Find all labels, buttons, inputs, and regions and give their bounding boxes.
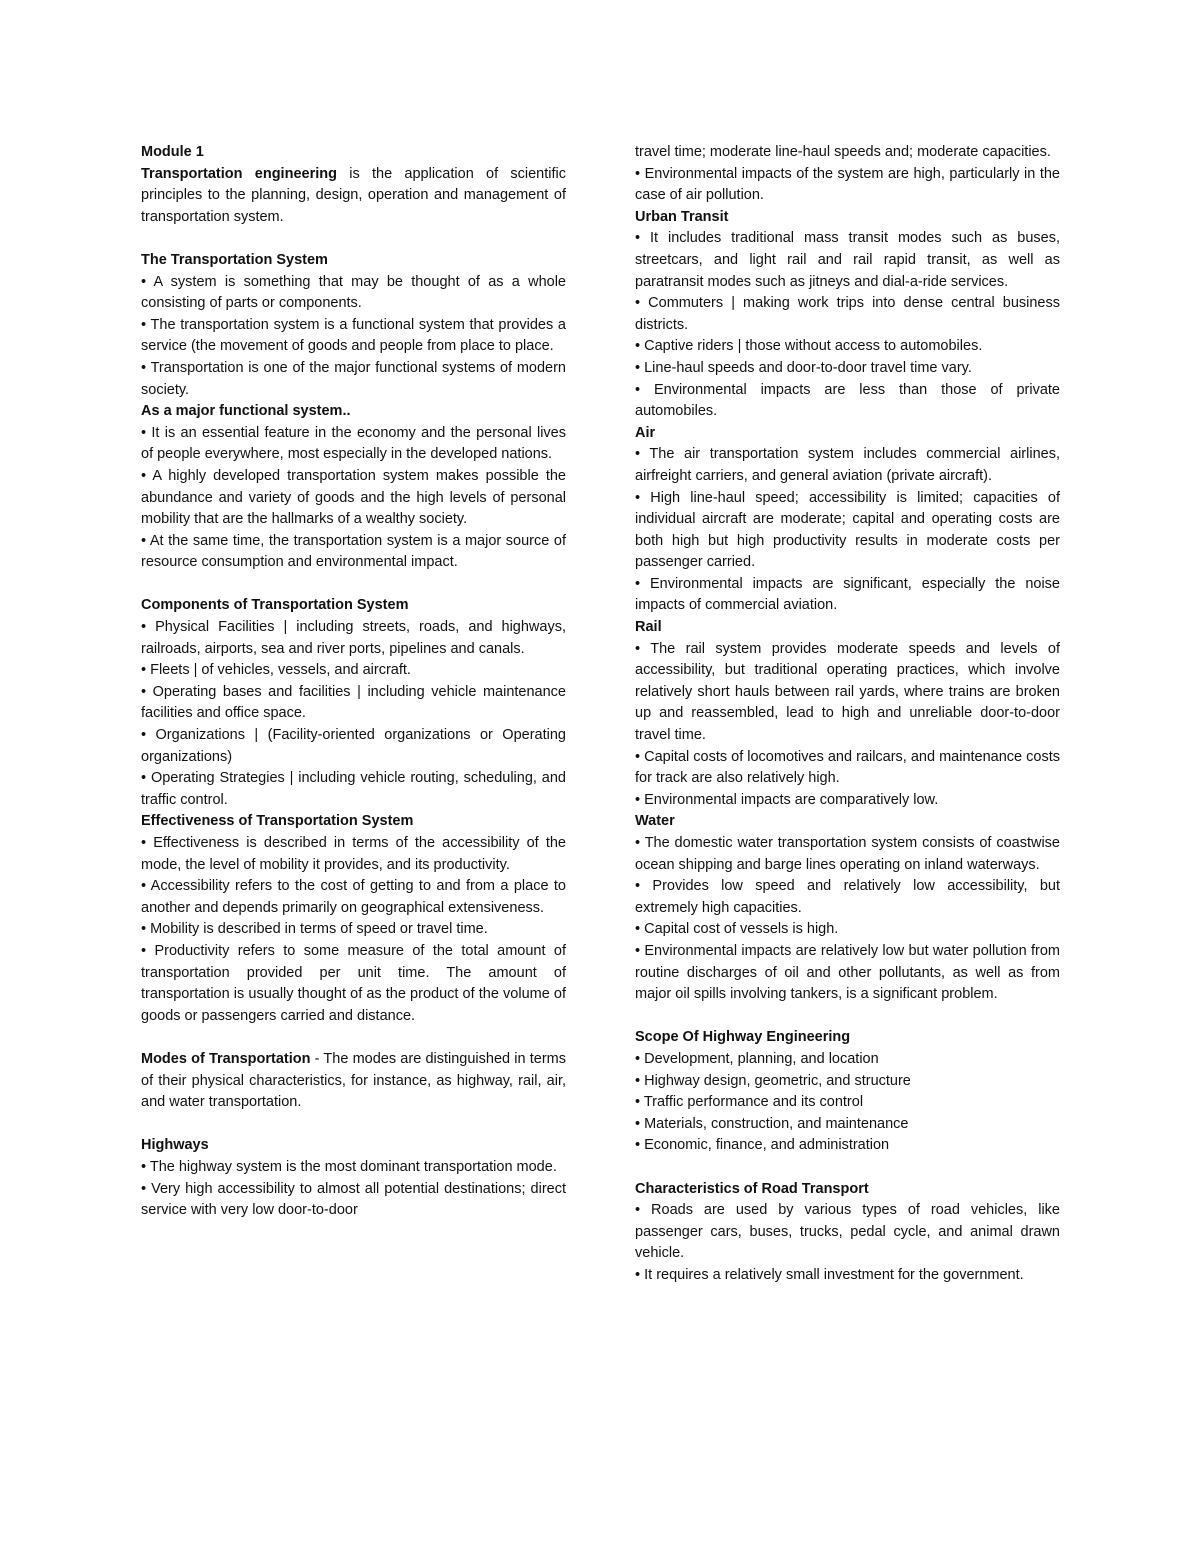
bullet-item: • Commuters | making work trips into dense central business districts. xyxy=(635,295,1060,333)
spacer xyxy=(141,228,566,250)
transportation-system-heading: The Transportation System xyxy=(141,251,328,268)
bullet-item: • Organizations | (Facility-oriented organizations or Operating organizations) xyxy=(141,727,566,765)
components-heading: Components of Transportation System xyxy=(141,597,409,614)
bullet-item: • Mobility is described in terms of speed or travel time. xyxy=(141,921,488,938)
bullet-item: • Accessibility refers to the cost of getting to and from a place to another and depends primarily on geographical extensiveness. xyxy=(141,878,566,916)
intro-paragraph xyxy=(141,164,566,229)
continued-text: travel time; moderate line-haul speeds and; moderate capacities. xyxy=(635,144,1051,160)
bullet-item: • Capital costs of locomotives and railcars, and maintenance costs for track are also relatively high. xyxy=(635,748,1060,787)
bullet-item: • The highway system is the most dominant transportation mode. xyxy=(141,1158,557,1175)
road-transport-heading: Characteristics of Road Transport xyxy=(635,1180,869,1197)
bullet-item: • It is an essential feature in the economy and the personal lives of people everywhere, most especially in the developed nations. xyxy=(141,424,566,463)
bullet-item: • Capital cost of vessels is high. xyxy=(635,921,839,938)
bullet-item: • At the same time, the transportation system is a major source of resource consumption and environmental impact. xyxy=(141,532,566,571)
bullet-item: • It includes traditional mass transit modes such as buses, streetcars, and light rail and rail rapid transit, as well as paratransit modes such as jitneys and dial-a-ride services. xyxy=(635,230,1060,290)
bullet-item: • Physical Facilities | including streets, roads, and highways, railroads, airports, sea and river ports, pipelines and canals. xyxy=(141,619,566,657)
bullet-item: • The air transportation system includes commercial airlines, airfreight carriers, and general aviation (private aircraft). xyxy=(635,446,1060,484)
urban-transit-heading: Urban Transit xyxy=(635,208,729,225)
bullet-item: • Effectiveness is described in terms of the accessibility of the mode, the level of mobility it provides, and its productivity. xyxy=(141,835,566,873)
scope-heading: Scope Of Highway Engineering xyxy=(635,1029,851,1046)
effectiveness-heading: Effectiveness of Transportation System xyxy=(141,813,414,830)
bullet-item: • Environmental impacts are significant, especially the noise impacts of commercial aviation. xyxy=(635,575,1060,614)
highways-heading: Highways xyxy=(141,1137,209,1154)
bullet-item: • Line-haul speeds and door-to-door travel time vary. xyxy=(635,359,972,376)
bullet-item: • Roads are used by various types of road vehicles, like passenger cars, buses, trucks, pedal cycle, and animal drawn vehicle. xyxy=(635,1202,1060,1262)
spacer xyxy=(141,1027,566,1049)
modes-text: - The modes are distinguished in terms of their physical characteristics, for instance, as highway, rail, air, and water transportation. xyxy=(141,1050,566,1111)
spacer xyxy=(141,1114,566,1136)
bullet-item: • Environmental impacts of the system are high, particularly in the case of air pollution. xyxy=(635,165,1060,204)
bullet-item: • Operating bases and facilities | including vehicle maintenance facilities and office space. xyxy=(141,683,566,722)
bullet-item: • A system is something that may be thought of as a whole consisting of parts or components. xyxy=(141,273,566,312)
intro-term: Transportation engineering xyxy=(141,165,337,182)
modes-term: Modes of Transportation xyxy=(141,1050,311,1067)
bullet-item: • Very high accessibility to almost all potential destinations; direct service with very low door-to-door xyxy=(141,1180,566,1219)
bullet-item: • Highway design, geometric, and structure xyxy=(635,1072,911,1089)
bullet-item: • Economic, finance, and administration xyxy=(635,1137,890,1154)
right-column xyxy=(635,142,1060,1286)
bullet-item: • The transportation system is a functional system that provides a service (the movement of goods and people from place to place. xyxy=(141,316,566,355)
spacer xyxy=(141,574,566,596)
bullet-item: • Fleets | of vehicles, vessels, and aircraft. xyxy=(141,662,411,679)
modes-paragraph xyxy=(141,1049,566,1114)
spacer xyxy=(635,1157,1060,1179)
bullet-item: • Operating Strategies | including vehicle routing, scheduling, and traffic control. xyxy=(141,770,566,808)
bullet-item: • Environmental impacts are less than those of private automobiles. xyxy=(635,381,1060,420)
spacer xyxy=(635,1006,1060,1028)
bullet-item: • Transportation is one of the major functional systems of modern society. xyxy=(141,359,566,398)
bullet-item: • Environmental impacts are relatively low but water pollution from routine discharges of oil and other pollutants, as well as from major oil spills involving tankers, is a significant problem. xyxy=(635,942,1060,1003)
bullet-item: • The rail system provides moderate speeds and levels of accessibility, but traditional operating practices, which involve relatively short hauls between rail yards, where trains are broken up and reassembled, lead to high and unreliable door-to-door travel time. xyxy=(635,640,1060,744)
major-functional-system-heading: As a major functional system.. xyxy=(141,403,351,420)
bullet-item: • It requires a relatively small investment for the government. xyxy=(635,1266,1024,1283)
bullet-item: • The domestic water transportation system consists of coastwise ocean shipping and barge lines operating on inland waterways. xyxy=(635,835,1060,873)
bullet-item: • Materials, construction, and maintenance xyxy=(635,1115,909,1132)
bullet-item: • Traffic performance and its control xyxy=(635,1094,864,1111)
bullet-item: • Environmental impacts are comparatively low. xyxy=(635,791,939,808)
bullet-item: • Captive riders | those without access to automobiles. xyxy=(635,338,983,355)
bullet-item: • A highly developed transportation system makes possible the abundance and variety of goods and the high levels of personal mobility that are the hallmarks of a wealthy society. xyxy=(141,467,566,528)
water-heading: Water xyxy=(635,813,675,830)
air-heading: Air xyxy=(635,424,656,441)
module-title: Module 1 xyxy=(141,144,204,160)
rail-heading: Rail xyxy=(635,619,662,636)
bullet-item: • Provides low speed and relatively low accessibility, but extremely high capacities. xyxy=(635,878,1060,916)
intro-text: is the application of scientific principles to the planning, design, operation and management of transportation system. xyxy=(141,165,566,225)
bullet-item: • High line-haul speed; accessibility is limited; capacities of individual aircraft are moderate; capital and operating costs are both high but high productivity results in moderate costs per passenger carried. xyxy=(635,489,1060,571)
bullet-item: • Productivity refers to some measure of the total amount of transportation provided per unit time. The amount of transportation is usually thought of as the product of the volume of goods or passengers carried and distance. xyxy=(141,942,566,1024)
left-column xyxy=(141,142,566,1222)
bullet-item: • Development, planning, and location xyxy=(635,1050,879,1067)
